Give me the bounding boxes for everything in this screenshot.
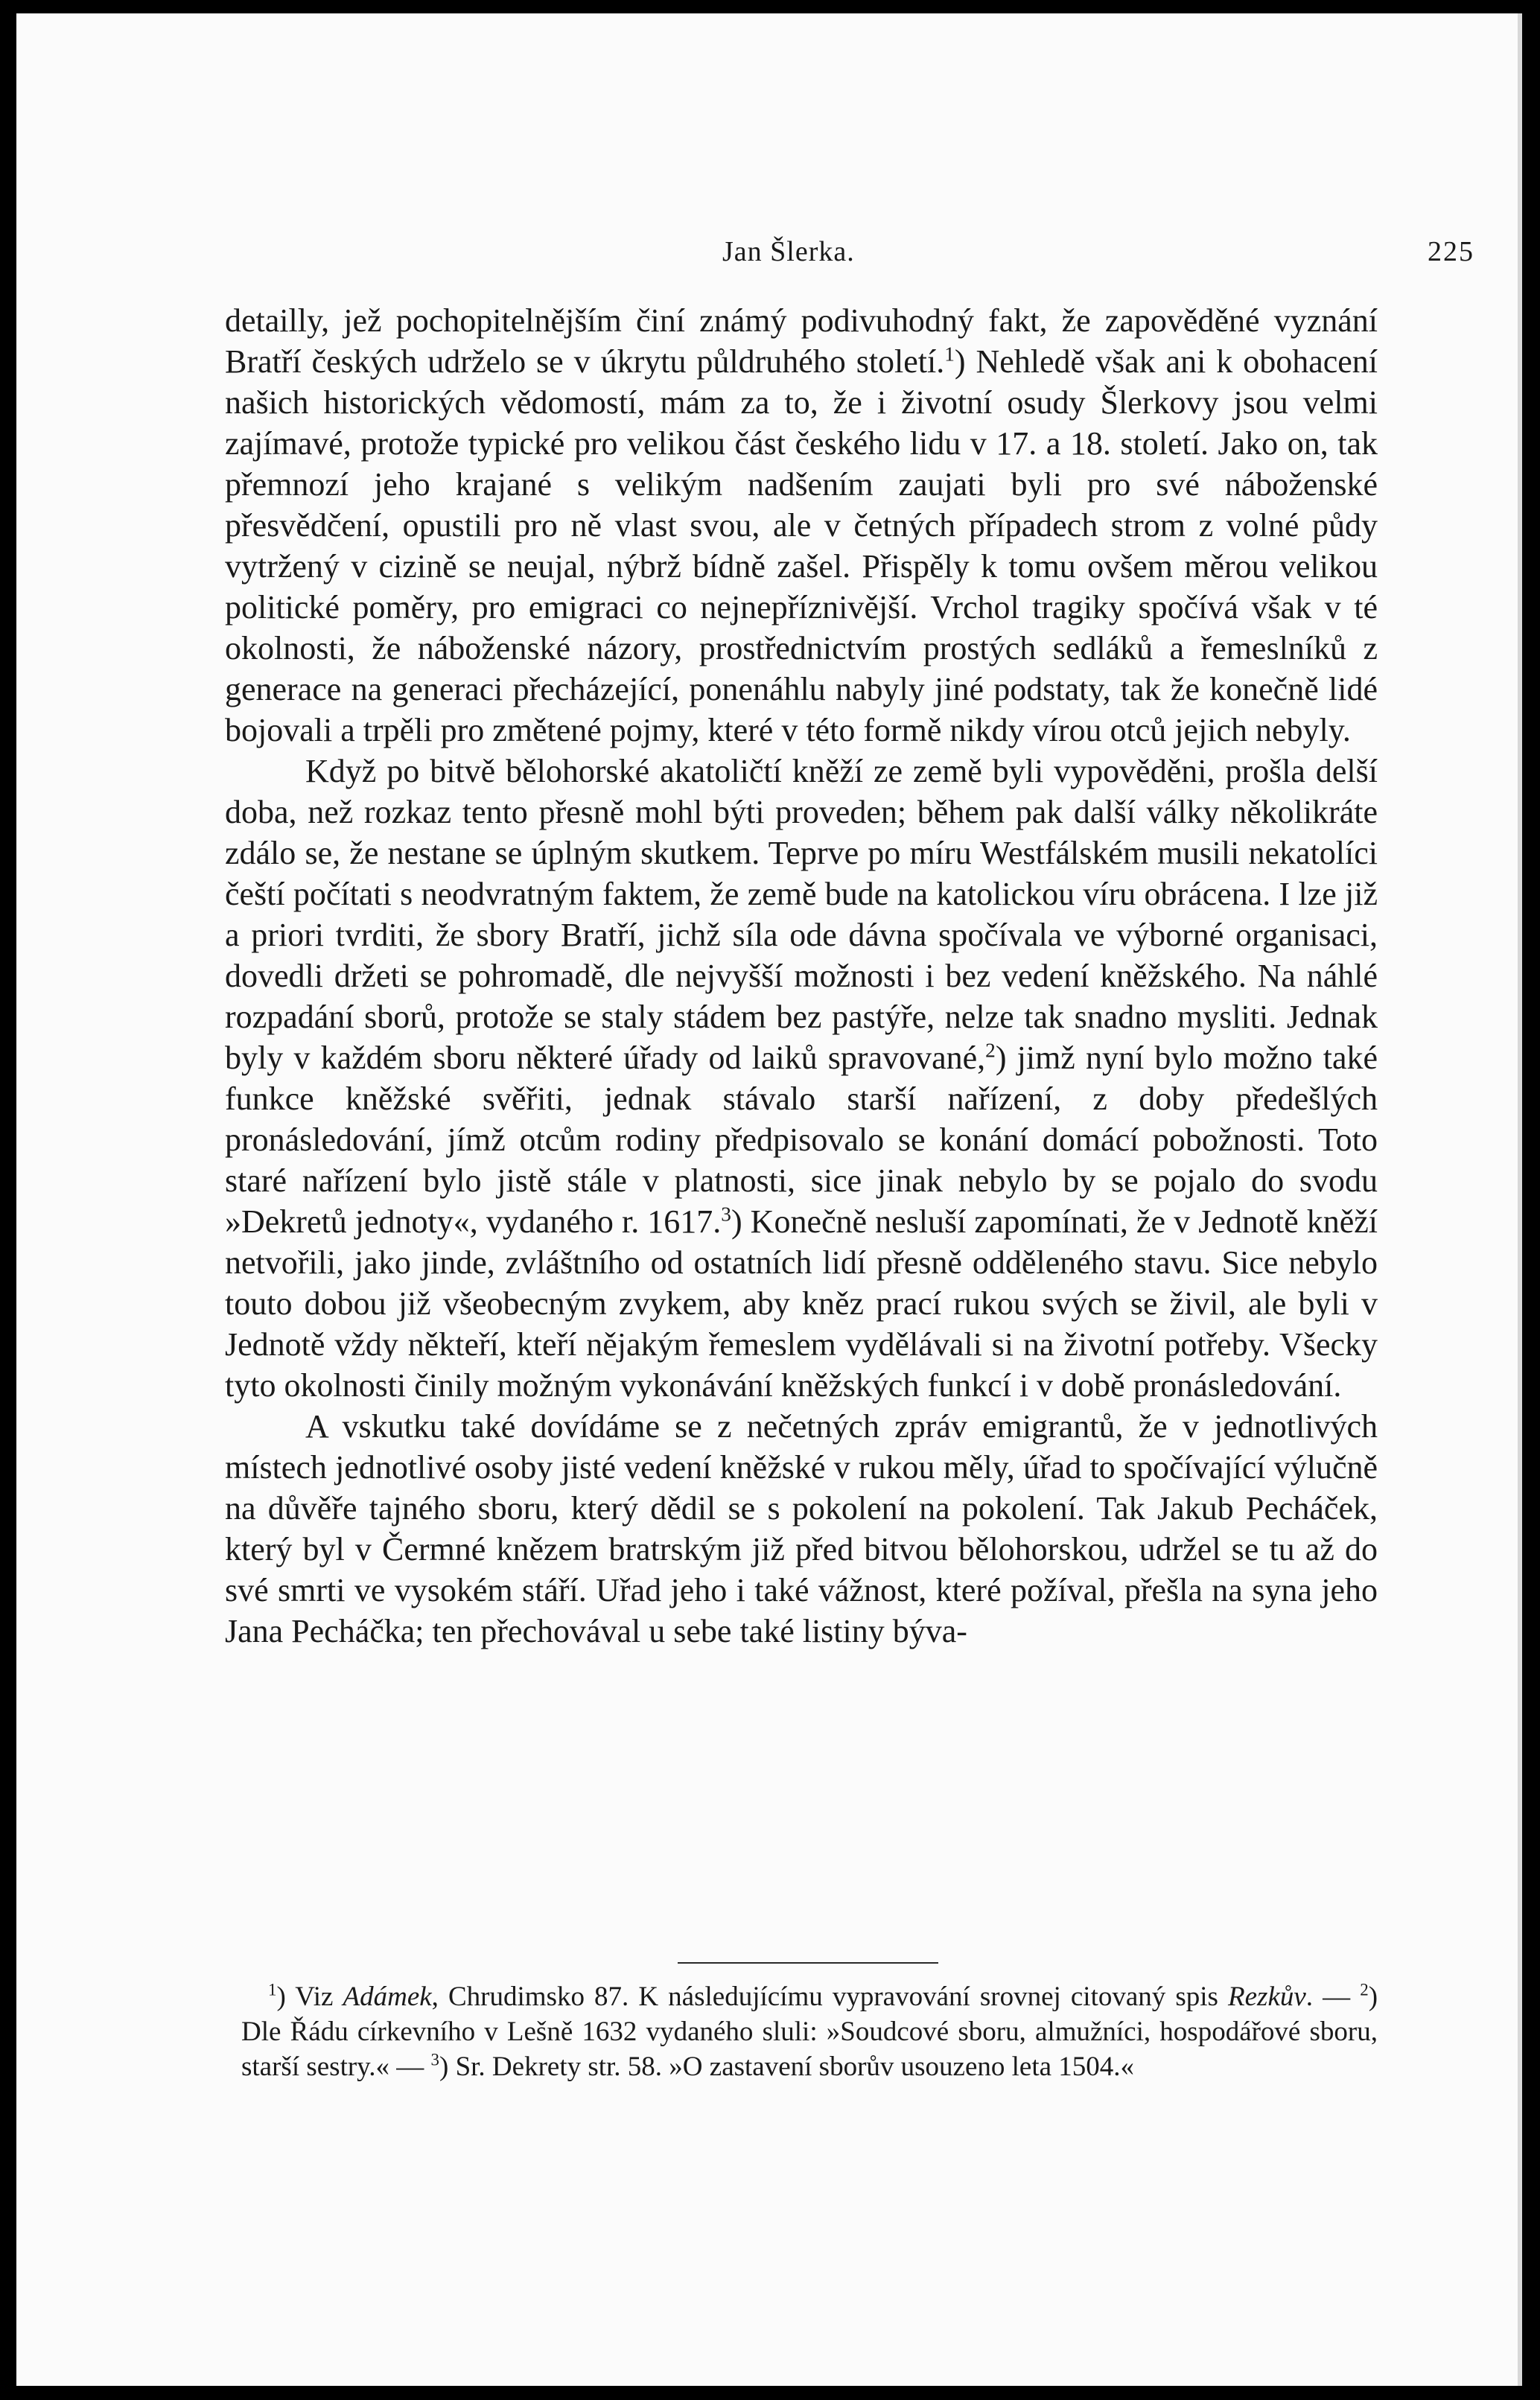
footnote-3-text: ) Sr. Dekrety str. 58. »O zastavení sborův usouzeno leta 1504.« — [439, 2052, 1135, 2082]
running-head — [16, 235, 1522, 273]
footnote-ref-2: 2 — [985, 1039, 996, 1062]
paragraph-1 — [225, 300, 1378, 751]
paragraph-2-text-a: Když po bitvě bělohorské akatoličtí kněží ze země byli vypověděni, prošla delší doba, než rozkaz tento přesně mohl býti proveden; během pak další války několikráte zdálo se, že nestane se úplným skutkem. Teprve po míru Westfálském musili nekatolíci čeští počítati s neodvratným faktem, že země bude na katolickou víru obrácena. I lze již a priori tvrditi, že sbory Bratří, jichž síla ode dávna spočívala ve výborné organisaci, dovedli držeti se pohromadě, dle nejvyšší možnosti i bez vedení kněžského. Na náhlé rozpadání sborů, protože se staly stádem bez pastýře, nelze tak snadno mysliti. Jednak byly v každém sboru některé úřady od laiků spravované, — [225, 753, 1378, 1076]
body-text — [225, 300, 1378, 1652]
footnote-2-mark: 2 — [1360, 1980, 1369, 1999]
paragraph-1-text-a: detailly, jež pochopitelnějším činí známý podivuhodný fakt, že zapověděné vyznání Bratří českých udrželo se v úkrytu půldruhého století. — [225, 302, 1378, 380]
footnote-ref-3: 3 — [721, 1203, 731, 1226]
footnote-divider — [678, 1962, 938, 1964]
footnote-1-source: Adámek — [343, 1982, 432, 2012]
footnote-3-mark: 3 — [430, 2050, 439, 2069]
footnote-1-mark: 1 — [268, 1980, 277, 1999]
footnote-1-text-a: ) Viz — [276, 1982, 343, 2012]
footnote-1-text-c: . — — [1305, 1982, 1361, 2012]
footnote-ref-1: 1 — [944, 343, 955, 366]
paragraph-2 — [225, 751, 1378, 1406]
paragraph-1-text-b: ) Nehledě však ani k obohacení našich historických vědomostí, mám za to, že i životní osudy Šlerkovy jsou velmi zajímavé, protože typické pro velikou část českého lidu v 17. a 18. století. Jako on, tak přemnozí jeho krajané s velikým nadšením zaujati byli pro své náboženské přesvědčení, opustili pro ně vlast svou, ale v četných případech strom z volné půdy vytržený v cizině se neujal, nýbrž bídně zašel. Přispěly k tomu ovšem měrou velikou politické poměry, pro emigraci co nejnepříznivější. Vrchol tragiky spočívá však v té okolnosti, že náboženské názory, prostřednictvím prostých sedláků a řemeslníků z generace na generaci přecházející, ponenáhlu nabyly jiné podstaty, tak že konečně lidé bojovali a trpěli pro změtené pojmy, které v této formě nikdy vírou otců jejich nebyly. — [225, 343, 1378, 748]
paragraph-2-text-c: ) Konečně nesluší zapomínati, že v Jednotě kněží netvořili, jako jinde, zvláštního od ostatních lidí přesně odděleného stavu. Sice nebylo touto dobou již všeobecným zvykem, aby kněz prací rukou svých se živil, ale byli v Jednotě vždy někteří, kteří nějakým řemeslem vydělávali si na životní potřeby. Všecky tyto okolnosti činily možným vykonávání kněžských funkcí i v době pronásledování. — [225, 1203, 1378, 1404]
book-page — [16, 13, 1522, 2386]
footnote-1-source-2: Rezkův — [1228, 1982, 1306, 2012]
running-title: Jan Šlerka. — [722, 236, 855, 267]
paragraph-3: A vskutku také dovídáme se z nečetných zpráv emigrantů, že v jednotlivých místech jednotlivé osoby jisté vedení kněžské v rukou měly, úřad to spočívající výlučně na důvěře tajného sboru, který dědil se s pokolení na pokolení. Tak Jakub Pecháček, který byl v Čermné knězem bratrským již před bitvou bělohorskou, udržel se tu až do své smrti ve vysokém stáří. Uřad jeho i také vážnost, které požíval, přešla na syna jeho Jana Pecháčka; ten přechovával u sebe také listiny býva- — [225, 1408, 1378, 1649]
footnote-2-text: ) Dle Řádu církevního v Lešně 1632 vydaného sluli: »Soudcové sboru, almužníci, hospodářové sboru, starší sestry.« — — [241, 1982, 1378, 2082]
paragraph-2-text-b: ) jimž nyní bylo možno také funkce kněžské svěřiti, jednak stávalo starší nařízení, z doby předešlých pronásledování, jímž otcům rodiny předpisovalo se konání domácí pobožnosti. Toto staré nařízení bylo jistě stále v platnosti, sice jinak nebylo by se pojalo do svodu »Dekretů jednoty«, vydaného r. 1617. — [225, 1040, 1378, 1240]
page-edge — [1518, 13, 1522, 2386]
footnote-1-text-b: , Chrudimsko 87. K následujícímu vypravování srovnej citovaný spis — [431, 1982, 1229, 2012]
footnotes — [241, 1979, 1378, 2084]
page-number: 225 — [1428, 236, 1474, 267]
